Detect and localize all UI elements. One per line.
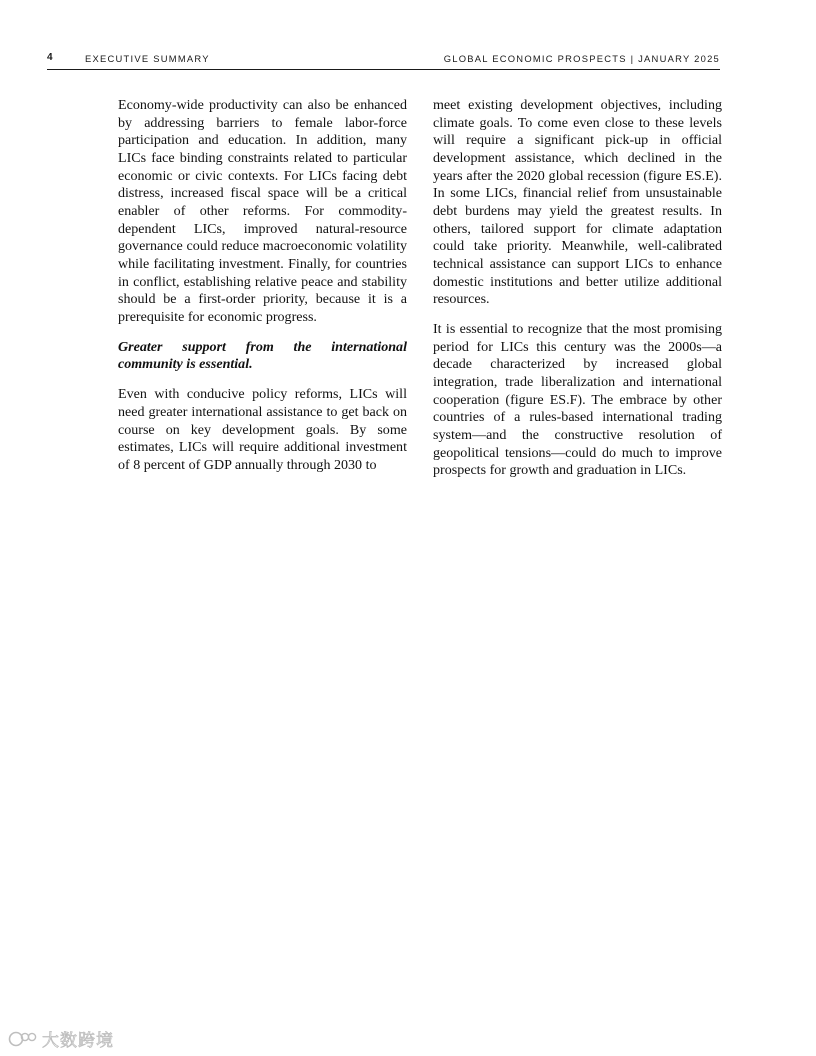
right-paragraph-2000s: It is essential to recognize that the most promising period for LICs this century was the 2000s—a decade characterized by increased global integration, trade liberalization and international cooperation (figure ES.F). The embrace by other countries of a rules-based international trading system—and the constructive resolution of geopolitical tensions—could do much to improve prospects for growth and graduation in LICs. [433, 321, 722, 479]
left-paragraph-productivity: Economy-wide productivity can also be enhanced by addressing barriers to female labor-force participation and education. In addition, many LICs face binding constraints related to particular economic or civic contexts. For LICs facing debt distress, increased fiscal space will be a critical enabler of other reforms. For commodity-dependent LICs, improved natural-resource governance could reduce macroeconomic volatility while facilitating investment. Finally, for countries in conflict, establishing relative peace and stability should be a first-order priority, because it is a prerequisite for economic progress. [118, 97, 407, 325]
watermark [8, 1026, 114, 1051]
right-paragraph-development: meet existing development objectives, including climate goals. To come even close to these levels will require a significant pick-up in official development assistance, which declined in the years after the 2020 global recession (figure ES.E). In some LICs, financial relief from unsustainable debt burdens may yield the greatest results. In others, tailored support for climate adaptation could take priority. Meanwhile, well-calibrated technical assistance can support LICs to enhance domestic institutions and better utilize additional resources. [433, 97, 722, 308]
page-number: 4 [47, 52, 53, 63]
running-header [47, 51, 720, 70]
section-label: EXECUTIVE SUMMARY [85, 53, 210, 64]
watermark-logo-icon [8, 1030, 38, 1048]
left-column [118, 97, 407, 487]
publication-label: GLOBAL ECONOMIC PROSPECTS | JANUARY 2025 [443, 53, 720, 64]
right-column [433, 97, 722, 492]
section-subheading: Greater support from the international community is essential. [118, 338, 407, 373]
watermark-text: 大数跨境 [42, 1031, 114, 1051]
left-paragraph-assistance: Even with conducive policy reforms, LICs will need greater international assistance to get back on course on key development goals. By some estimates, LICs will require additional investment of 8 percent of GDP annually through 2030 to [118, 386, 407, 474]
